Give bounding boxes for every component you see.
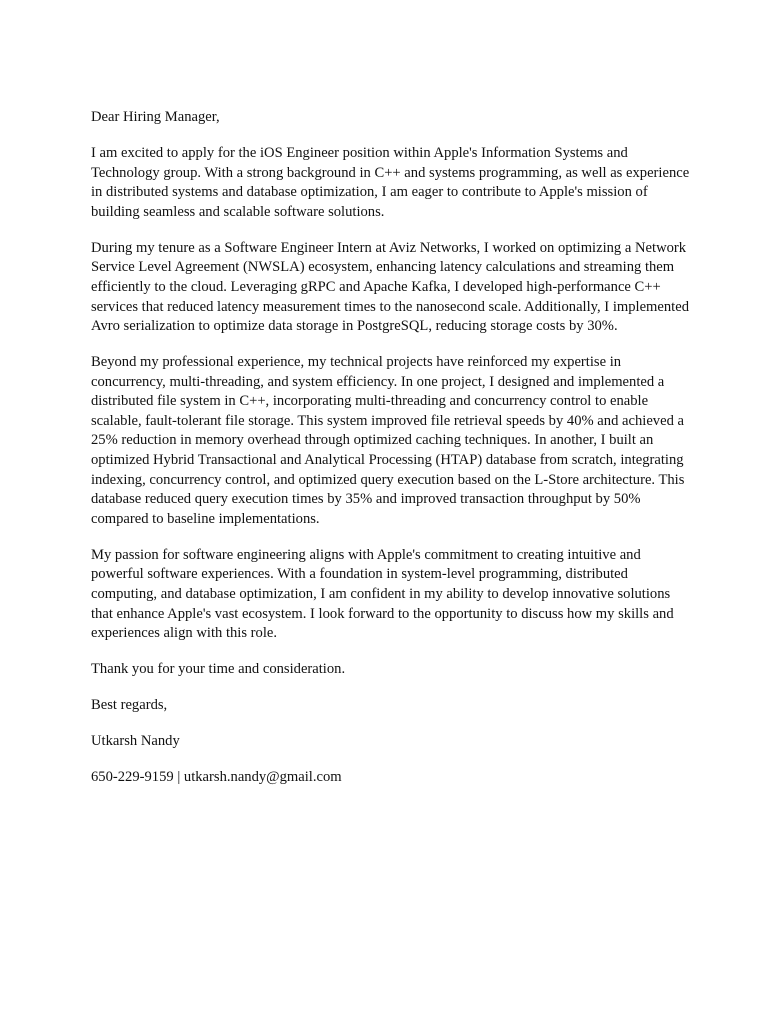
paragraph-motivation: My passion for software engineering aligns with Apple's commitment to creating intuitive and powerful software experiences. With a foundation in system-level programming, distributed computing, and database optimization, I am confident in my ability to develop innovative solutions that enhance Apple's vast ecosystem. I look forward to the opportunity to discuss how my skills and experiences align with this role. (91, 546, 674, 642)
contact-line: 650-229-9159 | utkarsh.nandy@gmail.com (91, 769, 342, 786)
salutation: Dear Hiring Manager, (91, 109, 220, 125)
thanks-line: Thank you for your time and consideration. (91, 661, 346, 678)
paragraph-intro: I am excited to apply for the iOS Engineer position within Apple's Information Systems and Technology group. With a strong background in C++ and systems programming, as well as experience in distributed systems and database optimization, I am eager to contribute to Apple's mission of building seamless and scalable software solutions. (91, 144, 690, 220)
signature-name: Utkarsh Nandy (91, 733, 180, 750)
closing-line: Best regards, (91, 697, 168, 714)
paragraph-experience: During my tenure as a Software Engineer Intern at Aviz Networks, I worked on optimizing a Network Service Level Agreement (NWSLA) ecosystem, enhancing latency calculations and streaming them efficiently to the cloud. Leveraging gRPC and Apache Kafka, I developed high-performance C++ services that reduced latency measurement times to the nanosecond scale. Additionally, I implemented Avro serialization to optimize data storage in PostgreSQL, reducing storage costs by 30%. (91, 239, 690, 335)
paragraph-projects: Beyond my professional experience, my technical projects have reinforced my expertise in concurrency, multi-threading, and system efficiency. In one project, I designed and implemented a distributed file system in C++, incorporating multi-threading and concurrency control to enable scalable, fault-tolerant file storage. This system improved file retrieval speeds by 40% and achieved a 25% reduction in memory overhead through optimized caching techniques. In another, I built an optimized Hybrid Transactional and Analytical Processing (HTAP) database from scratch, integrating indexing, concurrency control, and optimized query execution based on the L-Store architecture. This database reduced query execution times by 35% and improved transaction throughput by 50% compared to baseline implementations. (91, 354, 685, 527)
cover-letter-body (91, 108, 691, 804)
